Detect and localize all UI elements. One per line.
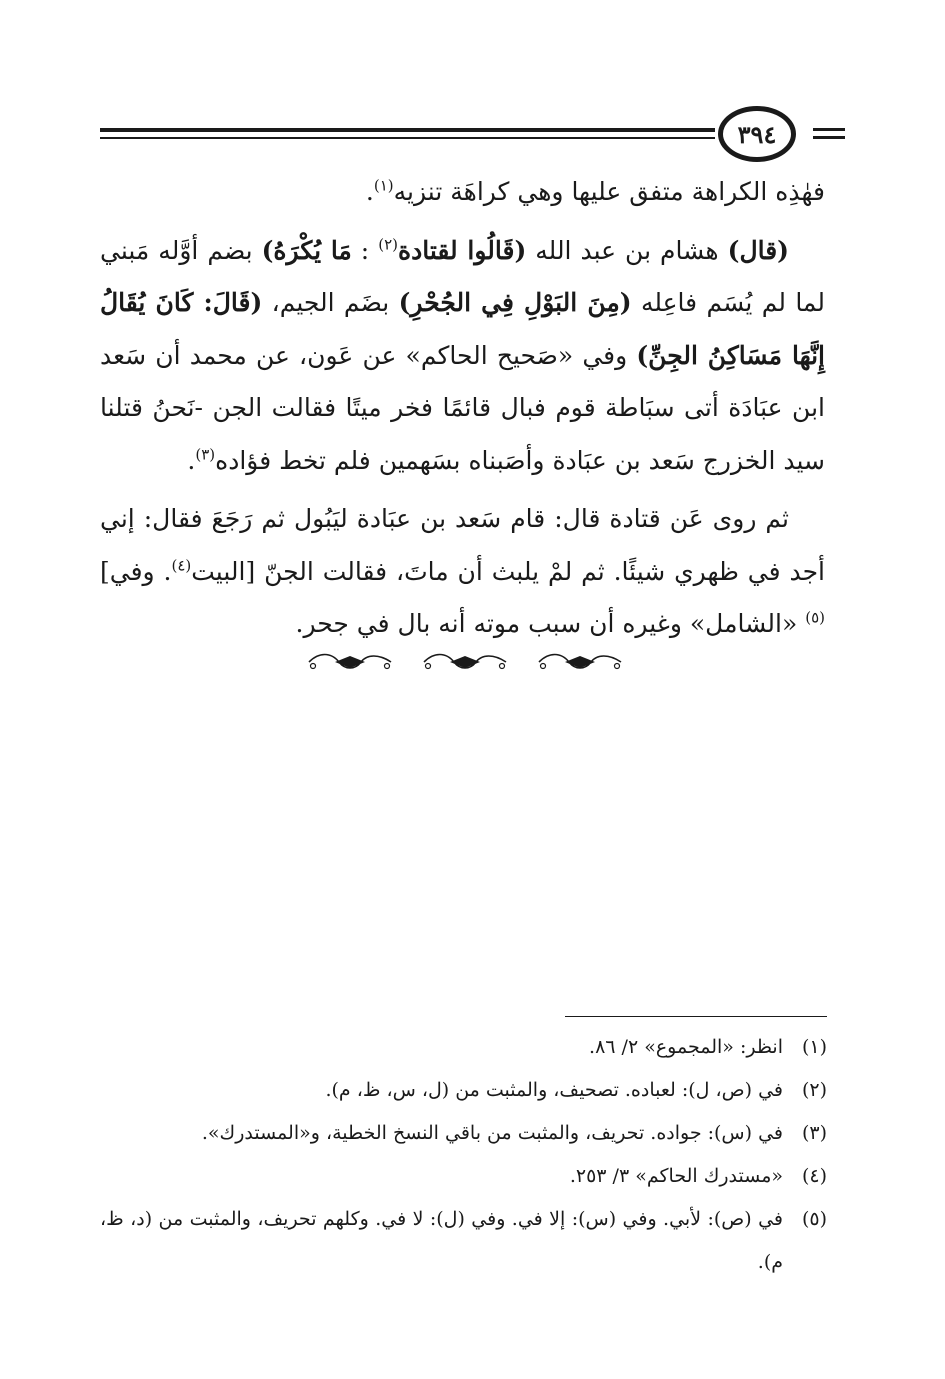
text-run: . <box>187 445 196 475</box>
footnote-item <box>100 1198 827 1284</box>
footnote-item <box>100 1069 827 1112</box>
footnote-item <box>100 1026 827 1069</box>
text-run: بضم أوَّله مَبني لما لم يُسَم فاعِله <box>100 235 826 317</box>
footnote-text: في (ص، ل): لعباده. تصحيف، والمثبت من (ل، س، ظ، م). <box>325 1079 783 1101</box>
bold-text-run: (قال) <box>727 235 789 265</box>
footnote-number: (٤) <box>801 1165 827 1187</box>
page-header <box>0 100 945 170</box>
header-rule-thick <box>100 128 715 132</box>
bold-text-run: مَا يُكْرَهُ) <box>261 235 352 265</box>
paragraph <box>100 493 825 651</box>
footnote-item <box>100 1155 827 1198</box>
text-run: وفي «صَحيح الحاكم» عن عَون، عن محمد أن سَعد ابن عبَادَة أتى سبَاطة قوم فبال قائمًا فخر ميتًا فقالت الجن -نَحنُ قتلنا سيد الخزرج سَعد بن عبَادة وأصَبناه بسَهمين فلم تخط فؤاده <box>100 340 825 475</box>
footnote-reference: (٤) <box>171 556 192 575</box>
ornament-flourish-icon <box>420 650 510 674</box>
text-run: . وفي] <box>100 556 172 586</box>
text-run: . <box>365 177 374 206</box>
bold-text-run: (مِنَ البَوْلِ فِي الجُحْرِ) <box>398 288 632 317</box>
footnote-text: في (ص): لأبي. وفي (س): إلا في. وفي (ل): لا في. وكلهم تحريف، والمثبت من (د، ظ، م). <box>100 1208 783 1273</box>
paragraph <box>100 225 825 488</box>
section-divider-ornament <box>305 648 625 676</box>
header-rule-right-top <box>813 128 845 131</box>
footnote-reference: (٢) <box>378 235 398 254</box>
footnote-number: (٢) <box>801 1079 827 1101</box>
footnote-number: (١) <box>801 1036 827 1058</box>
main-text <box>100 166 825 651</box>
footnote-number: (٣) <box>801 1122 827 1144</box>
ornament-flourish-icon <box>535 650 625 674</box>
footnote-text: في (س): جواده. تحريف، والمثبت من باقي النسخ الخطية، و«المستدرك». <box>201 1122 783 1144</box>
ornament-flourish-icon <box>305 650 395 674</box>
text-run: «الشامل» وغيره أن سبب موته أنه بال في جحر. <box>295 609 806 638</box>
footnote-reference: (١) <box>373 176 394 195</box>
header-rule-right-bottom <box>813 136 845 139</box>
text-run: بضَم الجيم، <box>262 288 399 317</box>
text-run: ثم روى عَن قتادة قال: قام سَعد بن عبَادة ليَبُول ثم رَجَعَ فقال: إني أجد في ظهري شيئًا. ثم لمْ يلبث أن ماتَ، فقالت الجنّ [البيت <box>100 504 825 586</box>
footnote-reference: (٣) <box>195 445 216 464</box>
footnote-reference: (٥) <box>805 608 825 627</box>
text-run: هشام بن عبد الله <box>526 235 728 265</box>
page-number-badge <box>718 106 796 162</box>
header-rule-thin <box>100 137 715 139</box>
footnote-separator <box>565 1016 827 1017</box>
footnotes <box>100 1026 827 1284</box>
bold-text-run: (قَالُوا لقتادة <box>398 235 527 265</box>
footnote-number: (٥) <box>801 1208 827 1230</box>
text-run: فهٰذِه الكراهة متفق عليها وهي كراهَة تنزيه <box>393 177 825 206</box>
bold-text-run: (قَالَ: كَانَ يُقَالُ إِنَّهَا مَسَاكِنُ الجِنِّ) <box>100 288 825 370</box>
paragraph <box>100 166 825 219</box>
page-number: ٣٩٤ <box>737 119 777 149</box>
text-run: : <box>351 235 379 265</box>
footnote-item <box>100 1112 827 1155</box>
footnote-text: «مستدرك الحاكم» ٣/ ٢٥٣. <box>569 1165 783 1187</box>
footnote-text: انظر: «المجموع» ٢/ ٨٦. <box>589 1036 783 1058</box>
